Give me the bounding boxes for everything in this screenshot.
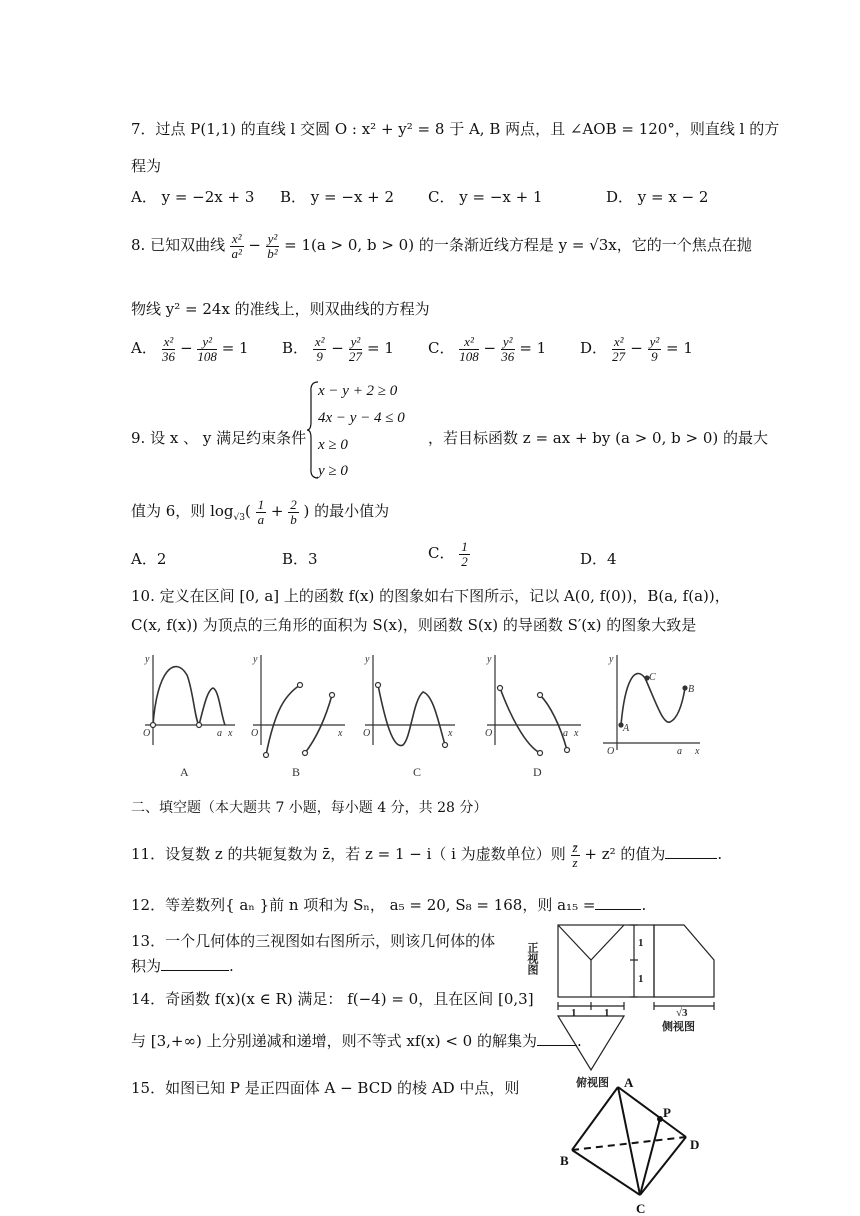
graph-d-xlabel: x	[574, 728, 579, 739]
tetra-label-a: A	[624, 1075, 634, 1090]
q9-constraint-4: y ≥ 0	[318, 463, 348, 479]
q11-answer-blank[interactable]	[665, 858, 717, 859]
q13-answer-blank[interactable]	[161, 970, 229, 971]
graph-c-xlabel: x	[448, 728, 453, 739]
q8-frac2: $\frac{\text{y²}}{\text{b²}}$	[267, 231, 278, 261]
q7-line2: 程为	[131, 157, 162, 175]
q9-constraint-3: x ≥ 0	[318, 437, 348, 453]
q8-option-a: A． $\frac{\text{x²}}{36}$ − $\frac{\text{y²}}{108}$ = 1	[131, 334, 249, 364]
q13-line1: 13．一个几何体的三视图如右图所示，则该几何体的体	[131, 932, 496, 950]
graph-a-ylabel: y	[145, 654, 150, 665]
tetra-label-c: C	[636, 1201, 646, 1216]
graph-d-a: a	[563, 728, 568, 739]
graph-c	[365, 655, 455, 748]
side-view-shape	[654, 925, 714, 997]
tetra-label-d: D	[690, 1137, 700, 1152]
q8-line1: 8. 已知双曲线 $\frac{\text{x²}}{\text{a²}}$ − $\frac{\text{y²}}{\text{b²}}$ = 1(a > 0, b > 0) 的一条渐近线方程是 y = √3x，它的一个焦点在抛	[131, 231, 752, 261]
q14-line1: 14．奇函数 f(x)(x ∈ R) 满足： f(−4) = 0，且在区间 [0,3]	[131, 990, 534, 1008]
q7-option-c: C． y = −x + 1	[428, 188, 543, 206]
graph-b-label: B	[292, 765, 301, 779]
graph-reference	[603, 655, 700, 750]
q8-option-d: D． $\frac{\text{x²}}{27}$ − $\frac{\text{y²}}{9}$ = 1	[580, 334, 693, 364]
graph-c-ylabel: y	[365, 654, 370, 665]
q12-answer-blank[interactable]	[595, 909, 641, 910]
front-view-label: 正视图	[526, 942, 538, 975]
tetra-label-b: B	[560, 1153, 569, 1168]
q8-prefix: 8. 已知双曲线	[131, 236, 226, 255]
q7-option-d: D． y = x − 2	[606, 188, 709, 206]
q14-line2: 与 [3,+∞) 上分别递减和递增，则不等式 xf(x) < 0 的解集为 .	[131, 1032, 582, 1050]
dim-sqrt3: √3	[676, 1007, 688, 1019]
graph-ref-ylabel: y	[609, 654, 614, 665]
tetrahedron-figure	[560, 1075, 730, 1215]
q8-option-c: C． $\frac{\text{x²}}{108}$ − $\frac{\text{y²}}{36}$ = 1	[428, 334, 547, 364]
q9-option-c: C． $\frac{1}{2}$	[428, 539, 468, 569]
graph-ref-point-b: B	[688, 684, 695, 695]
top-view-label: 俯视图	[576, 1077, 609, 1089]
q9-option-b: B．3	[282, 550, 318, 568]
q9-suffix: ，若目标函数 z = ax + by (a > 0, b > 0) 的最大	[428, 429, 768, 447]
q9-constraint-2: 4x − y − 4 ≤ 0	[318, 410, 405, 426]
dim-2: 1	[638, 973, 644, 985]
graph-a-xlabel: x	[228, 728, 233, 739]
q10-graphs	[135, 650, 735, 780]
graph-a-a: a	[217, 728, 222, 739]
graph-a-label: A	[180, 765, 189, 779]
graph-ref-origin: O	[607, 746, 615, 757]
graph-b-ylabel: y	[253, 654, 258, 665]
graph-b-xlabel: x	[338, 728, 343, 739]
graph-d-origin: O	[485, 728, 493, 739]
q7-option-b: B． y = −x + 2	[280, 188, 395, 206]
dim-1: 1	[638, 937, 644, 949]
graph-ref-point-c: C	[649, 672, 656, 683]
graph-d-ylabel: y	[487, 654, 492, 665]
graph-ref-xlabel: x	[695, 746, 700, 757]
front-view-lines	[558, 925, 624, 960]
graph-d	[487, 655, 581, 756]
graph-c-origin: O	[363, 728, 371, 739]
graph-d-label: D	[533, 765, 542, 779]
graph-c-label: C	[413, 765, 422, 779]
q7-option-a: A． y = −2x + 3	[131, 188, 255, 206]
q8-frac1: $\frac{\text{x²}}{\text{a²}}$	[231, 231, 242, 261]
q7-line1: 7．过点 P(1,1) 的直线 l 交圆 O : x² + y² = 8 于 A, B 两点，且 ∠AOB = 120°，则直线 l 的方	[131, 120, 780, 138]
top-view-shape	[558, 1016, 624, 1070]
dim-3: 1	[571, 1007, 577, 1019]
graph-b-origin: O	[251, 728, 259, 739]
side-view-label: 侧视图	[662, 1021, 695, 1033]
q8-line2: 物线 y² = 24x 的准线上，则双曲线的方程为	[131, 300, 430, 318]
three-view-drawing	[528, 920, 728, 1090]
graph-b	[253, 655, 345, 758]
tetra-label-p: P	[663, 1105, 671, 1120]
graph-ref-point-a: A	[623, 723, 630, 734]
graph-ref-a: a	[677, 746, 682, 757]
dim-4: 1	[604, 1007, 610, 1019]
q9-constraint-1: x − y + 2 ≥ 0	[318, 383, 398, 399]
q8-mid: = 1(a > 0, b > 0) 的一条渐近线方程是 y = √3x，它的一个焦点在抛	[284, 236, 752, 255]
q9-option-a: A．2	[131, 550, 167, 568]
q13-line2: 积为 .	[131, 957, 234, 975]
q12: 12．等差数列{ aₙ }前 n 项和为 Sₙ， a₅ = 20, S₈ = 168，则 a₁₅ = .	[131, 896, 647, 914]
q15-line1: 15．如图已知 P 是正四面体 A − BCD 的棱 AD 中点，则	[131, 1079, 520, 1097]
q9-line2: 值为 6，则 $\log_{√3}$( $\frac{1}{a}$ + $\frac{2}{b}$ ) 的最小值为	[131, 497, 390, 527]
section2-heading: 二、填空题（本大题共 7 小题，每小题 4 分，共 28 分）	[131, 800, 488, 816]
q8-option-b: B． $\frac{\text{x²}}{9}$ − $\frac{\text{y²}}{27}$ = 1	[282, 334, 394, 364]
q9-option-d: D．4	[580, 550, 617, 568]
q9-prefix: 9. 设 x 、 y 满足约束条件	[131, 429, 307, 447]
q11: 11．设复数 z 的共轭复数为 z̄，若 z = 1 − i（ i 为虚数单位）则 $\frac{z̄}{z}$ + z² 的值为 .	[131, 840, 723, 870]
front-view-rect	[558, 925, 654, 997]
q10-line2: C(x, f(x)) 为顶点的三角形的面积为 S(x)，则函数 S(x) 的导函数 S′(x) 的图象大致是	[131, 616, 697, 634]
q10-line1: 10. 定义在区间 [0, a] 上的函数 f(x) 的图象如右下图所示，记以 A(0, f(0))，B(a, f(a))，	[131, 587, 730, 605]
graph-a-origin: O	[143, 728, 151, 739]
